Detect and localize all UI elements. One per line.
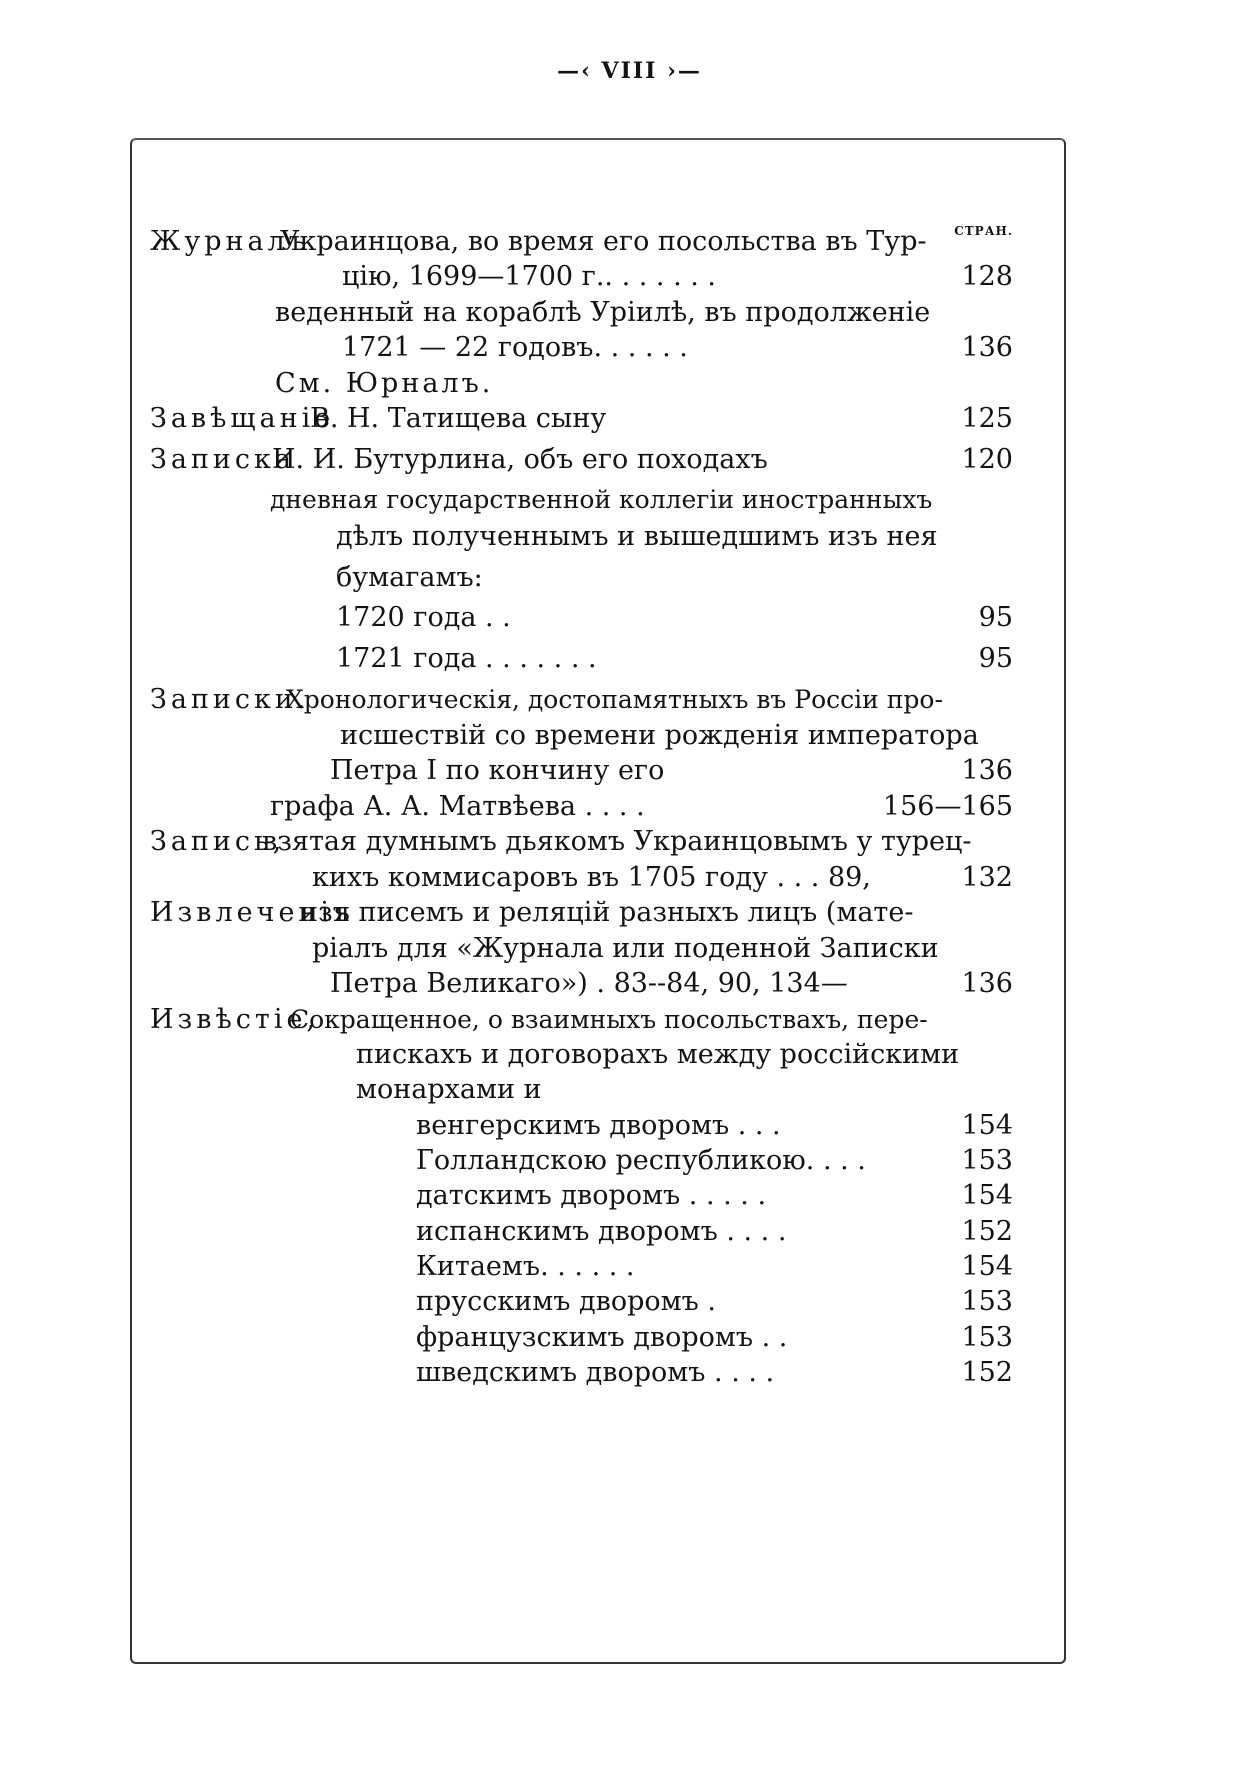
index-line (0, 440, 1259, 480)
index-line (0, 1353, 1259, 1393)
index-line (0, 787, 1259, 827)
entry-text: 1721 года . . . . . . . (336, 643, 597, 674)
index-line (0, 1070, 1259, 1110)
index-line (0, 1106, 1259, 1146)
entry-text: рiалъ для «Журнала или поденной Записки (312, 933, 939, 964)
index-line (0, 639, 1259, 679)
entry-text: взятая думнымъ дьякомъ Украинцовымъ у турец- (262, 826, 972, 857)
index-line (0, 364, 1259, 404)
entry-text: Петра I по кончину его (330, 755, 665, 786)
entry-text: Украинцова, во время его посольства въ Тур- (280, 226, 927, 257)
entry-lead: Записки. (150, 684, 310, 715)
page-number: —‹ VIII ›— (557, 58, 702, 84)
index-line (0, 680, 1259, 720)
index-line (0, 929, 1259, 969)
index-line (0, 964, 1259, 1004)
index-line (0, 1141, 1259, 1181)
index-line (0, 1318, 1259, 1358)
index-line (0, 1212, 1259, 1252)
entry-page: 95 (978, 643, 1013, 674)
entry-text: графа А. А. Матвѣева . . . . (270, 791, 645, 822)
entry-text: Китаемъ. . . . . . (416, 1251, 635, 1282)
entry-text: веденный на кораблѣ Урiилѣ, въ продолженiе (275, 297, 931, 328)
index-line (0, 858, 1259, 898)
index-line (0, 598, 1259, 638)
entry-lead: Извлеченiя (150, 897, 355, 928)
entry-text: кихъ коммисаровъ въ 1705 году . . . 89, (312, 862, 871, 893)
entry-page: 136 (961, 332, 1013, 363)
entry-page: 125 (961, 403, 1013, 434)
index-line (0, 1000, 1259, 1040)
index-line (0, 1282, 1259, 1322)
index-line (0, 517, 1259, 557)
index-line (0, 751, 1259, 791)
index-line (0, 1035, 1259, 1075)
entry-text: дневная государственной коллегiи иностранныхъ (270, 485, 933, 514)
entry-text: цію, 1699—1700 г.. . . . . . . (342, 261, 716, 292)
entry-text: бумагамъ: (336, 562, 483, 593)
index-line (0, 558, 1259, 598)
entry-page: 154 (961, 1180, 1013, 1211)
entry-page: 120 (961, 444, 1013, 475)
entry-lead: Извѣстiе, (150, 1004, 320, 1035)
entry-page: 128 (961, 261, 1013, 292)
index-line (0, 1176, 1259, 1216)
entry-text: И. И. Бутурлина, объ его походахъ (272, 444, 768, 475)
entry-text: датскимъ дворомъ . . . . . (416, 1180, 767, 1211)
index-line (0, 893, 1259, 933)
entry-page: 152 (961, 1357, 1013, 1388)
index-line (0, 1247, 1259, 1287)
entry-page: 154 (961, 1251, 1013, 1282)
entry-lead: Записка (150, 444, 296, 475)
entry-text: шведскимъ дворомъ . . . . (416, 1357, 775, 1388)
entry-text: 1720 года . . (336, 602, 511, 633)
entry-text: французскимъ дворомъ . . (416, 1322, 788, 1353)
entry-text: испанскимъ дворомъ . . . . (416, 1216, 787, 1247)
index-line (0, 399, 1259, 439)
entry-text: пискахъ и договорахъ между россiйскими (356, 1039, 960, 1070)
entry-text: изъ писемъ и реляцiй разныхъ лицъ (мате- (300, 897, 914, 928)
entry-text: Сокращенное, о взаимныхъ посольствахъ, пере- (290, 1005, 928, 1034)
index-line (0, 480, 1259, 520)
entry-text: монархами и (356, 1074, 542, 1105)
entry-lead: Журналъ (150, 226, 310, 257)
index-line (0, 716, 1259, 756)
entry-page: 154 (961, 1110, 1013, 1141)
index-line (0, 293, 1259, 333)
index-line (0, 328, 1259, 368)
entry-page: 95 (978, 602, 1013, 633)
entry-text: венгерскимъ дворомъ . . . (416, 1110, 781, 1141)
entry-text: Петра Великаго») . 83--84, 90, 134— (330, 968, 848, 999)
entry-text: Голландскою республикою. . . . (416, 1145, 866, 1176)
entry-page: 153 (961, 1322, 1013, 1353)
index-line (0, 257, 1259, 297)
entry-text: прусскимъ дворомъ . (416, 1286, 717, 1317)
entry-text: 1721 — 22 годовъ. . . . . . (342, 332, 688, 363)
entry-text: Хронологическiя, достопамятныхъ въ Россiи про- (286, 685, 943, 714)
index-line (0, 822, 1259, 862)
entry-page: 132 (961, 862, 1013, 893)
entry-text: дѣлъ полученнымъ и вышедшимъ изъ нея (336, 521, 938, 552)
entry-page: 156—165 (882, 791, 1013, 822)
entry-page: 136 (961, 755, 1013, 786)
entry-lead: Завѣщанiе (150, 403, 335, 434)
entry-text: В. Н. Татищева сыну (310, 403, 607, 434)
entry-page: 136 (961, 968, 1013, 999)
entry-lead: Запись, (150, 826, 286, 857)
entry-text: исшествiй со времени рожденiя императора (340, 720, 979, 751)
entry-page: 153 (961, 1145, 1013, 1176)
column-header: СТРАН. (954, 224, 1013, 238)
entry-page: 153 (961, 1286, 1013, 1317)
index-line (0, 222, 1259, 262)
entry-page: 152 (961, 1216, 1013, 1247)
entry-text: См. Юрналъ. (275, 368, 494, 399)
